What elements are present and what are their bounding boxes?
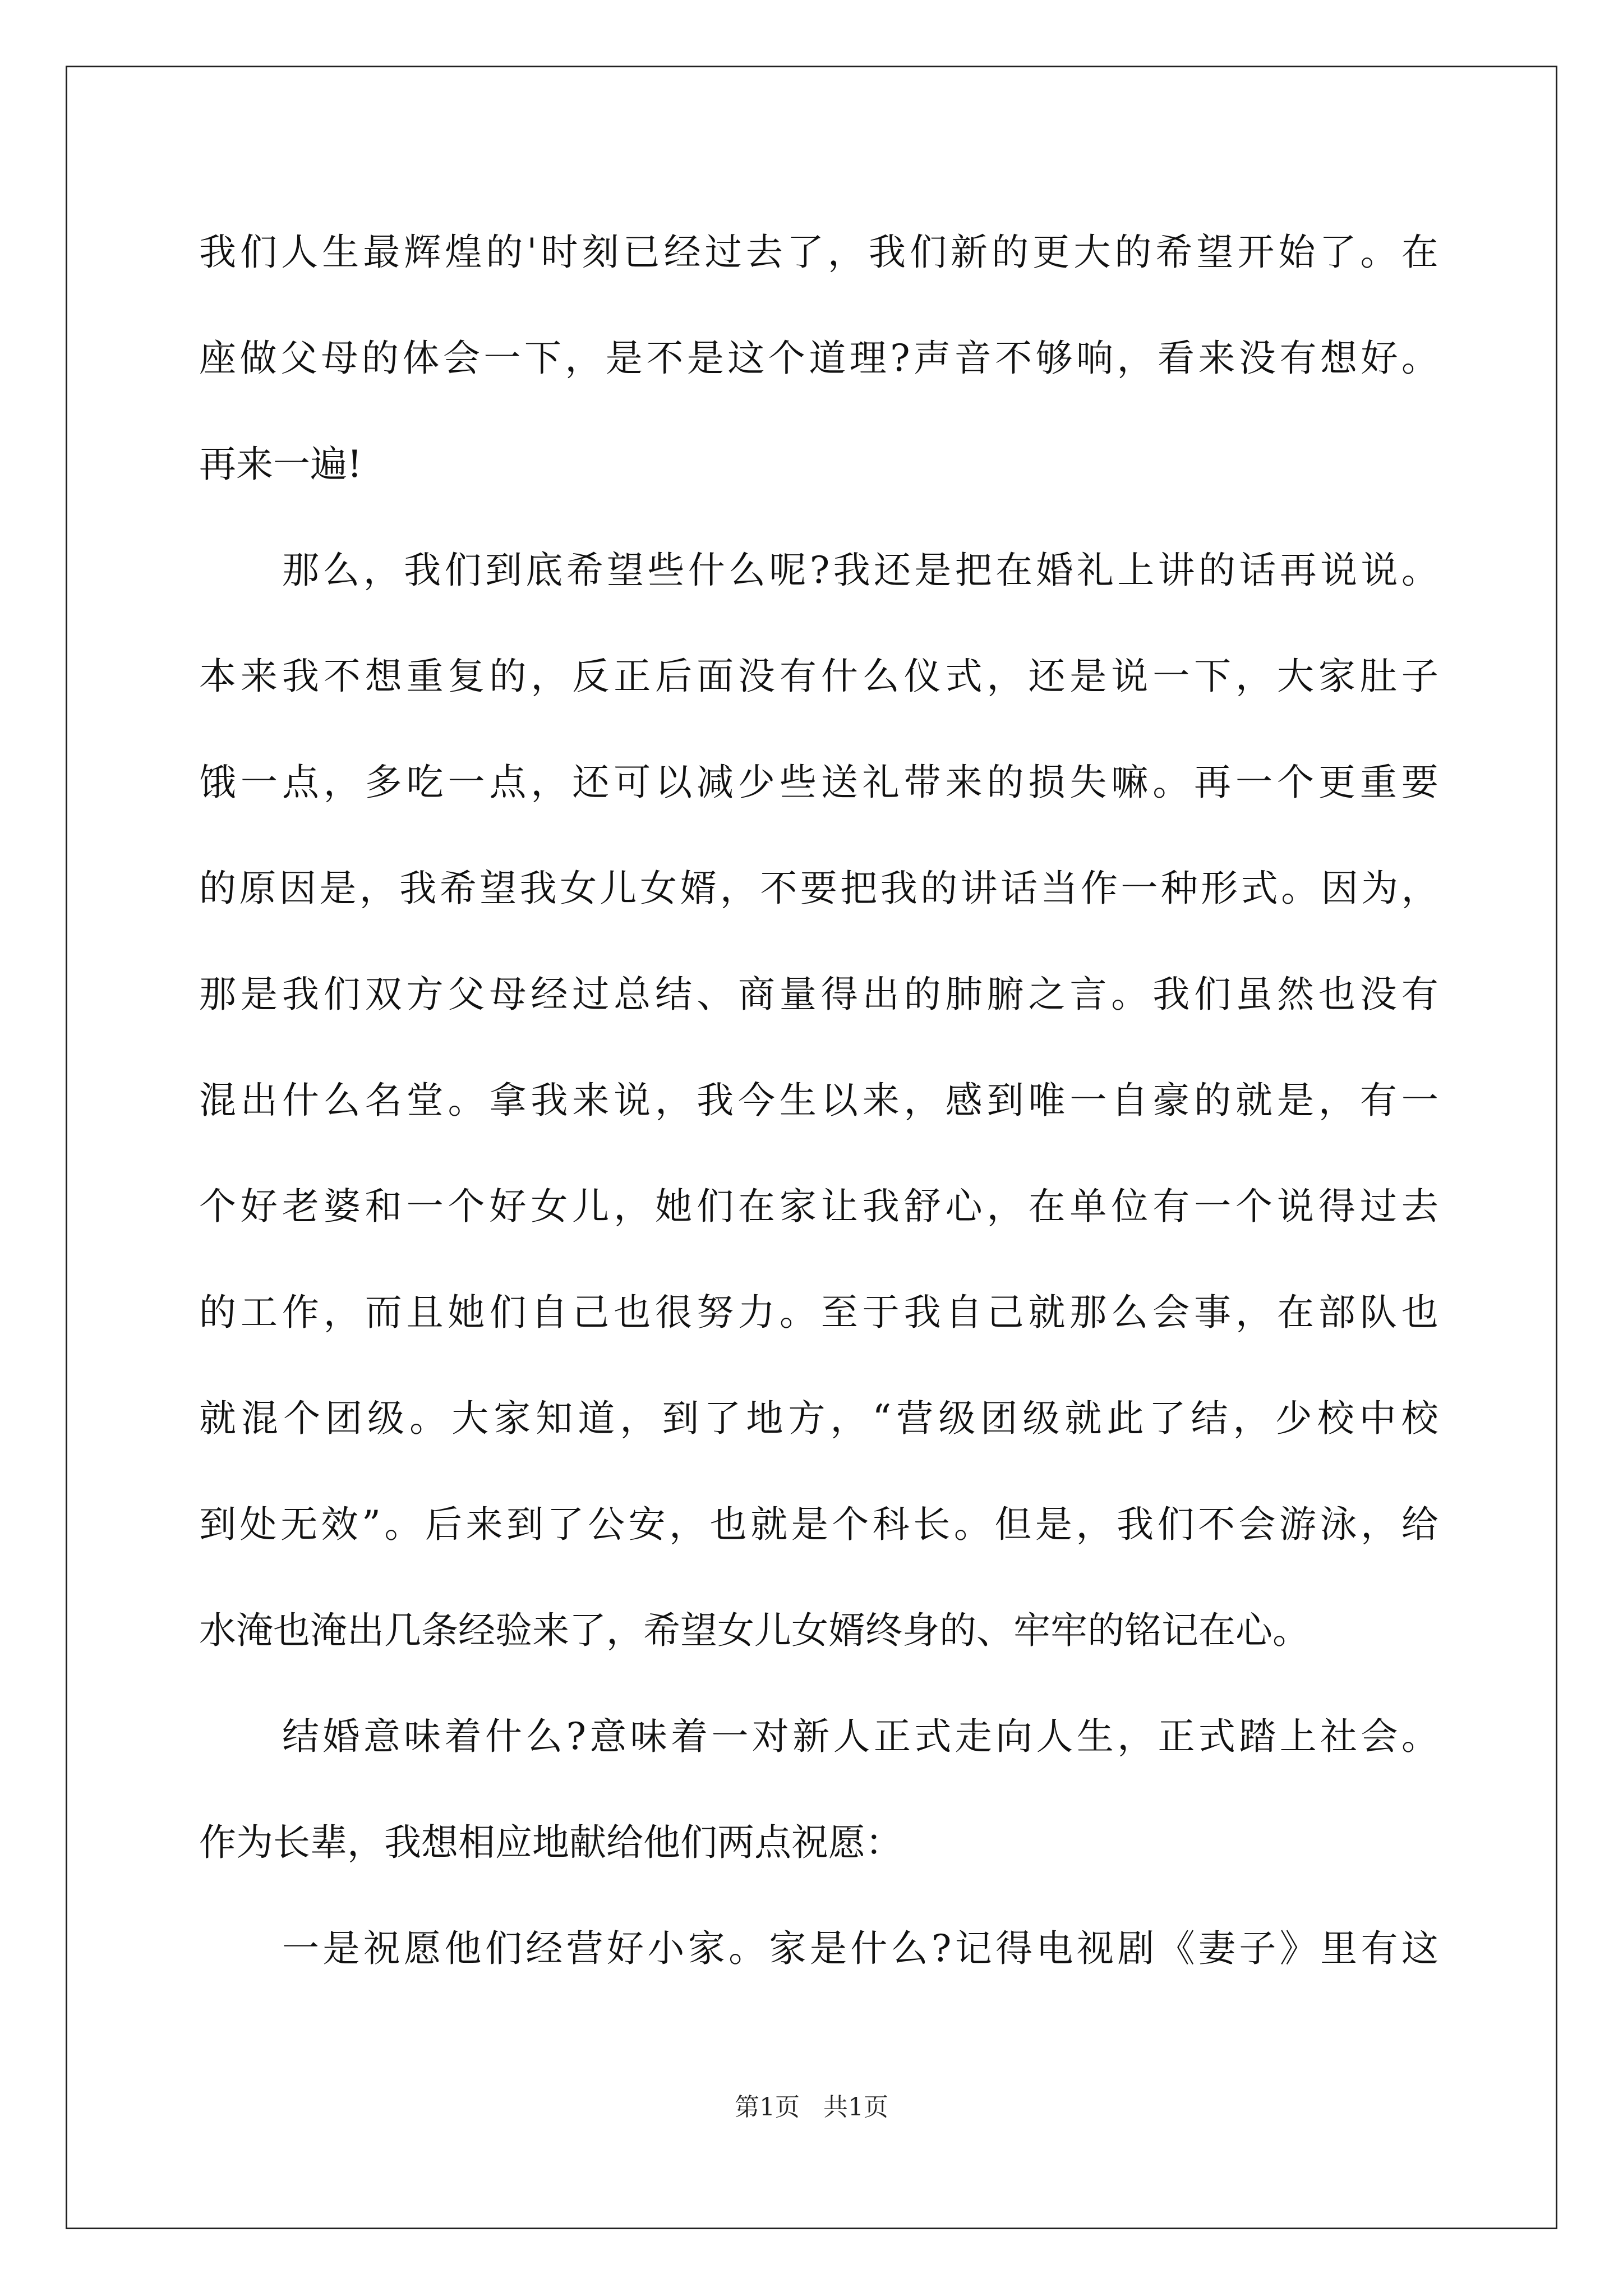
text-line: 本 来 我 不 想 重 复 的 ， 反 正 后 面 没 有 什 么 仪 式 ， 还 是 说 一 下 ， 大 家 肚 子 [199,655,1438,698]
text-line: 的 工 作 ， 而 且 她 们 自 己 也 很 努 力 。 至 于 我 自 己 就 那 么 会 事 ， 在 部 队 也 [199,1291,1438,1334]
text-line: 那 么 ， 我 们 到 底 希 望 些 什 么 呢 ? 我 还 是 把 在 婚 礼 上 讲 的 话 再 说 说 。 [282,549,1438,592]
document-body [199,213,1438,2016]
text-line: 的 原 因 是 ， 我 希 望 我 女 儿 女 婿 ， 不 要 把 我 的 讲 话 当 作 一 种 形 式 。 因 为 ， [199,867,1438,910]
text-line: 就 混 个 团 级 。 大 家 知 道 ， 到 了 地 方 ， “ 营 级 团 级 就 此 了 结 ， 少 校 中 校 [199,1397,1438,1440]
text-line: 一 是 祝 愿 他 们 经 营 好 小 家 。 家 是 什 么 ? 记 得 电 视 剧 《 妻 子 》 里 有 这 [282,1927,1438,1970]
text-line: 个 好 老 婆 和 一 个 好 女 儿 ， 她 们 在 家 让 我 舒 心 ， 在 单 位 有 一 个 说 得 过 去 [199,1185,1438,1228]
page-number-total: 共1页 [823,2093,888,2122]
page-number-current: 第1页 [735,2093,800,2122]
text-line: 座 做 父 母 的 体 会 一 下 ， 是 不 是 这 个 道 理 ? 声 音 不 够 响 ， 看 来 没 有 想 好 。 [199,337,1438,380]
page-footer [0,2087,1623,2123]
text-line: 混 出 什 么 名 堂 。 拿 我 来 说 ， 我 今 生 以 来 ， 感 到 唯 一 自 豪 的 就 是 ， 有 一 [199,1079,1438,1122]
text-line: 结 婚 意 味 着 什 么 ? 意 味 着 一 对 新 人 正 式 走 向 人 生 ， 正 式 踏 上 社 会 。 [282,1715,1438,1758]
text-line: 那 是 我 们 双 方 父 母 经 过 总 结 、 商 量 得 出 的 肺 腑 之 言 。 我 们 虽 然 也 没 有 [199,973,1438,1016]
text-line: 再来一遍! [199,443,362,486]
text-line: 作为长辈，我想相应地献给他们两点祝愿： [199,1821,902,1864]
text-line: 饿 一 点 ， 多 吃 一 点 ， 还 可 以 减 少 些 送 礼 带 来 的 损 失 嘛 。 再 一 个 更 重 要 [199,761,1438,804]
text-line: 到 处 无 效 ” 。 后 来 到 了 公 安 ， 也 就 是 个 科 长 。 但 是 ， 我 们 不 会 游 泳 ， 给 [199,1503,1438,1546]
text-line: 我 们 人 生 最 辉 煌 的 ' 时 刻 已 经 过 去 了 ， 我 们 新 的 更 大 的 希 望 开 始 了 。 在 [199,231,1438,274]
text-line: 水淹也淹出几条经验来了，希望女儿女婿终身的、牢牢的铭记在心。 [199,1609,1310,1652]
